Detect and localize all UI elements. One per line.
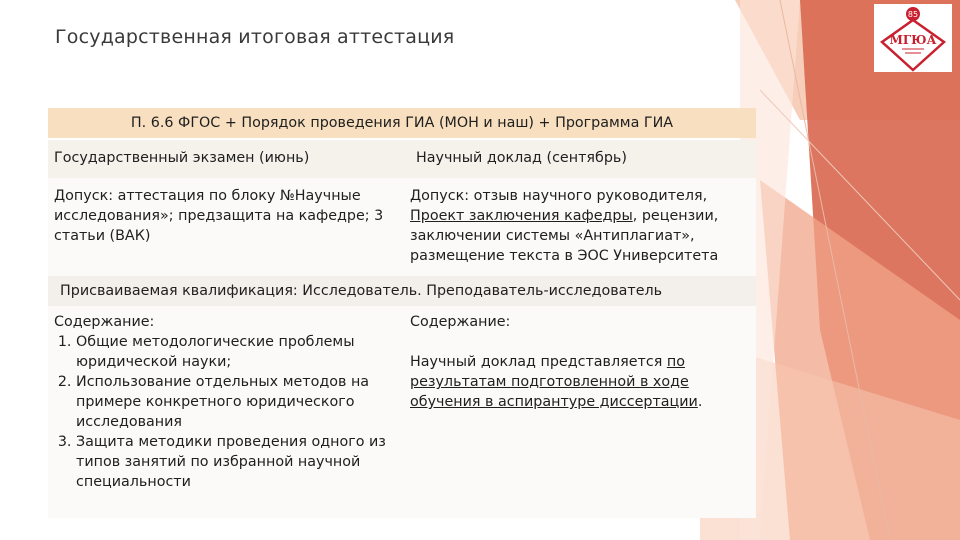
table-header: П. 6.6 ФГОС + Порядок проведения ГИА (МОН и наш) + Программа ГИА bbox=[130, 115, 674, 131]
exam-content-label: Содержание: bbox=[54, 314, 155, 330]
report-text-link[interactable]: по результатам подготовленной в ходе обучения в аспирантуре диссертации bbox=[410, 354, 698, 410]
logo-top-text: 85 bbox=[907, 10, 919, 19]
page-title: Государственная итоговая аттестация bbox=[55, 26, 455, 48]
report-admission-rest: , рецензии, заключении системы «Антиплагиат», размещение текста в ЭОС Университета bbox=[410, 208, 719, 264]
exam-admission bbox=[54, 186, 399, 246]
report-text-end: . bbox=[697, 394, 703, 410]
exam-admission-text: аттестация по блоку №Научные исследования»; предзащита на кафедре; 3 статьи (ВАК) bbox=[54, 188, 384, 244]
university-logo bbox=[874, 4, 952, 72]
report-heading: Научный доклад (сентябрь) bbox=[416, 150, 627, 166]
report-content-label: Содержание: bbox=[410, 314, 511, 330]
report-admission-label: Допуск: bbox=[410, 188, 470, 204]
table-header-row bbox=[48, 108, 756, 138]
qualification-value: : Исследователь. Преподаватель-исследователь bbox=[292, 283, 663, 299]
report-content bbox=[410, 312, 755, 412]
qualification-label: Присваиваемая квалификация bbox=[60, 283, 293, 299]
list-item: 3. Защита методики проведения одного из типов занятий по избранной научной специальности bbox=[76, 432, 399, 492]
report-admission bbox=[410, 186, 755, 266]
exam-content-list bbox=[54, 332, 399, 492]
exam-content bbox=[54, 312, 399, 492]
table-row-headings bbox=[48, 140, 756, 178]
table-row-admission bbox=[48, 178, 756, 276]
report-content-text bbox=[410, 352, 755, 412]
logo-name: МГЮА bbox=[889, 33, 937, 47]
table-row-qualification bbox=[48, 276, 756, 306]
list-item: 1. Общие методологические проблемы юридической науки; bbox=[76, 332, 399, 372]
report-admission-text: отзыв научного руководителя, bbox=[469, 188, 708, 204]
report-admission-link[interactable]: Проект заключения кафедры bbox=[410, 208, 633, 224]
table-row-content bbox=[48, 306, 756, 518]
report-text-plain: Научный доклад представляется bbox=[410, 354, 667, 370]
exam-admission-label: Допуск: bbox=[54, 188, 114, 204]
exam-heading: Государственный экзамен (июнь) bbox=[54, 150, 310, 166]
list-item: 2. Использование отдельных методов на примере конкретного юридического исследования bbox=[76, 372, 399, 432]
qualification bbox=[60, 281, 760, 301]
